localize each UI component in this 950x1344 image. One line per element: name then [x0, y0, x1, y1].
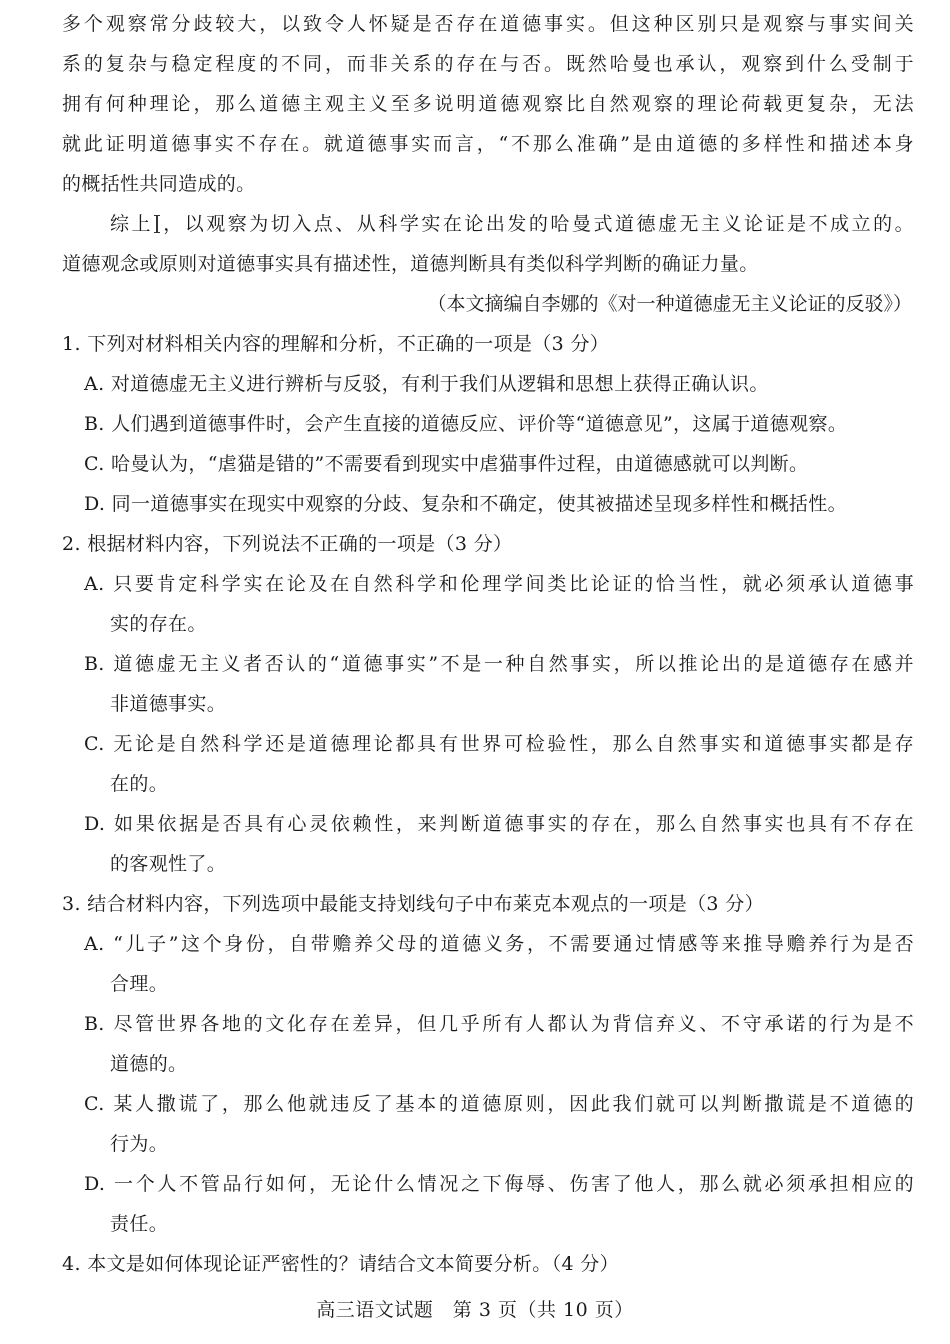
question-stem: 4. 本文是如何体现论证严密性的？请结合文本简要分析。（4 分）: [62, 1253, 619, 1275]
option-c: C. 无论是自然科学还是道德理论都具有世界可检验性，那么自然事实和道德事实都是存: [84, 733, 914, 755]
option-d-cont: 的客观性了。: [110, 853, 227, 875]
conclusion-line: [110, 211, 914, 237]
conclusion-text-start: 综上: [110, 213, 154, 235]
option-a-cont: 实的存在。: [110, 613, 207, 635]
question-stem: 2. 根据材料内容，下列说法不正确的一项是（3 分）: [62, 533, 513, 555]
passage-line: 的概括性共同造成的。: [62, 173, 256, 195]
passage-line: 就此证明道德事实不存在。就道德事实而言，“不那么准确”是由道德的多样性和描述本身: [62, 133, 914, 155]
option-b-cont: 非道德事实。: [110, 693, 227, 715]
passage-line: 系的复杂与稳定程度的不同，而非关系的存在与否。既然哈曼也承认，观察到什么受制于: [62, 53, 914, 75]
passage-line: 多个观察常分歧较大，以致令人怀疑是否存在道德事实。但这种区别只是观察与事实间关: [62, 13, 914, 35]
conclusion-text-rest: ，以观察为切入点、从科学实在论出发的哈曼式道德虚无主义论证是不成立的。: [161, 213, 914, 235]
page-footer: 高三语文试题 第 3 页（共 10 页）: [316, 1299, 634, 1321]
option-b-cont: 道德的。: [110, 1053, 188, 1075]
option-a: A. 只要肯定科学实在论及在自然科学和伦理学间类比论证的恰当性，就必须承认道德事: [84, 573, 914, 595]
option-d: D. 同一道德事实在现实中观察的分歧、复杂和不确定，使其被描述呈现多样性和概括性。: [84, 493, 847, 515]
option-c: C. 哈曼认为，“虐猫是错的”不需要看到现实中虐猫事件过程，由道德感就可以判断。: [84, 453, 809, 475]
option-d: D. 一个人不管品行如何，无论什么情况之下侮辱、伤害了他人，那么就必须承担相应的: [84, 1173, 914, 1195]
option-a: A. “儿子”这个身份，自带赡养父母的道德义务，不需要通过情感等来推导赡养行为是否: [84, 933, 914, 955]
question-stem: 3. 结合材料内容，下列选项中最能支持划线句子中布莱克本观点的一项是（3 分）: [62, 893, 764, 915]
option-d: D. 如果依据是否具有心灵依赖性，来判断道德事实的存在，那么自然事实也具有不存在: [84, 813, 914, 835]
option-a-cont: 合理。: [110, 973, 169, 995]
question-stem: 1. 下列对材料相关内容的理解和分析，不正确的一项是（3 分）: [62, 333, 610, 355]
option-b: B. 道德虚无主义者否认的“道德事实”不是一种自然事实，所以推论出的是道德存在感并: [84, 653, 914, 675]
text-cursor-icon: [154, 215, 160, 233]
option-c: C. 某人撒谎了，那么他就违反了基本的道德原则，因此我们就可以判断撒谎是不道德的: [84, 1093, 914, 1115]
option-b: B. 尽管世界各地的文化存在差异，但几乎所有人都认为背信弃义、不守承诺的行为是不: [84, 1013, 914, 1035]
conclusion-line-2: 道德观念或原则对道德事实具有描述性，道德判断具有类似科学判断的确证力量。: [62, 253, 759, 275]
option-c-cont: 行为。: [110, 1133, 169, 1155]
source-citation: （本文摘编自李娜的《对一种道德虚无主义论证的反驳》）: [427, 293, 912, 315]
option-a: A. 对道德虚无主义进行辨析与反驳，有利于我们从逻辑和思想上获得正确认识。: [84, 373, 769, 395]
option-d-cont: 责任。: [110, 1213, 169, 1235]
passage-line: 拥有何种理论，那么道德主观主义至多说明道德观察比自然观察的理论荷载更复杂，无法: [62, 93, 914, 115]
option-b: B. 人们遇到道德事件时，会产生直接的道德反应、评价等“道德意见”，这属于道德观察。: [84, 413, 848, 435]
option-c-cont: 在的。: [110, 773, 169, 795]
